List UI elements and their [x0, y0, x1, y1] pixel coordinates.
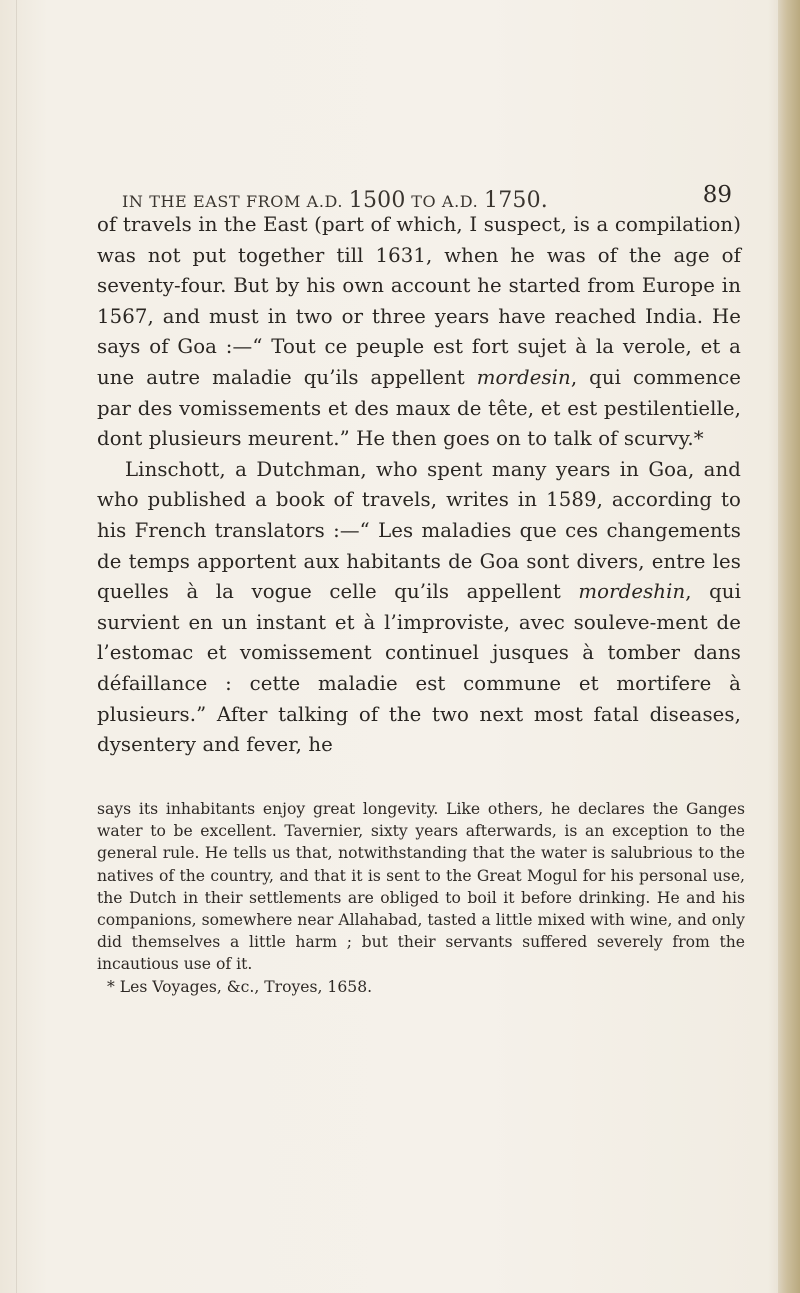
- paragraph-1-italic-term: mordesin: [476, 365, 571, 389]
- running-title-end-year: 1750.: [484, 188, 548, 213]
- paragraph-2: [97, 455, 741, 761]
- page-number: 89: [702, 182, 732, 208]
- paragraph-2-italic-term: mordeshin: [578, 580, 686, 604]
- page-gutter-shadow: [16, 0, 17, 1293]
- body-text: [97, 210, 741, 761]
- page-edge-binding: [778, 0, 800, 1293]
- running-title-start-year: 1500: [348, 188, 406, 213]
- paragraph-2-text-b: , qui survient en un instant et à l’improviste, avec souleve-ment de l’estomac et vomissement continuel jusques à tomber dans défaillance : cette maladie est commune et mortifere à plusieurs.” After talking of the two next most fatal diseases, dysentery and fever, he: [97, 580, 741, 757]
- running-title-prefix: IN THE EAST FROM A.D.: [122, 192, 344, 211]
- running-head: [110, 178, 742, 212]
- footnote-continuation: says its inhabitants enjoy great longevity. Like others, he declares the Ganges water to be excellent. Tavernier, sixty years afterwards, is an exception to the general rule. He tells us that, notwithstanding that the water is salubrious to the natives of the country, and that it is sent to the Great Mogul for his personal use, the Dutch in their settlements are obliged to boil it before drinking. He and his companions, somewhere near Allahabad, tasted a little mixed with wine, and only did themselves a little harm ; but their servants suffered severely from the incautious use of it.: [97, 800, 745, 974]
- paragraph-1-text-b: , qui commence par des vomissements et des maux de tête, et est pestilentielle, dont plusieurs meurent.” He then goes on to talk of scurvy.*: [97, 365, 741, 451]
- footnote-star: * Les Voyages, &c., Troyes, 1658.: [107, 977, 373, 996]
- footnotes: [97, 798, 745, 998]
- paragraph-2-text-a: Linschott, a Dutchman, who spent many years in Goa, and who published a book of travels, writes in 1589, according to his French translators :—“ Les maladies que ces changements de temps apportent aux habitants de Goa sont divers, entre les quelles à la vogue celle qu’ils appellent: [97, 457, 741, 604]
- paragraph-1-text-a: of travels in the East (part of which, I suspect, is a compilation) was not put together till 1631, when he was of the age of seventy-four. But by his own account he started from Europe in 1567, and must in two or three years have reached India. He says of Goa :—“ Tout ce peuple est fort sujet à la verole, et a une autre maladie qu’ils appellent: [97, 213, 741, 389]
- paragraph-1: [97, 210, 741, 455]
- running-title-mid: TO A.D.: [411, 192, 479, 211]
